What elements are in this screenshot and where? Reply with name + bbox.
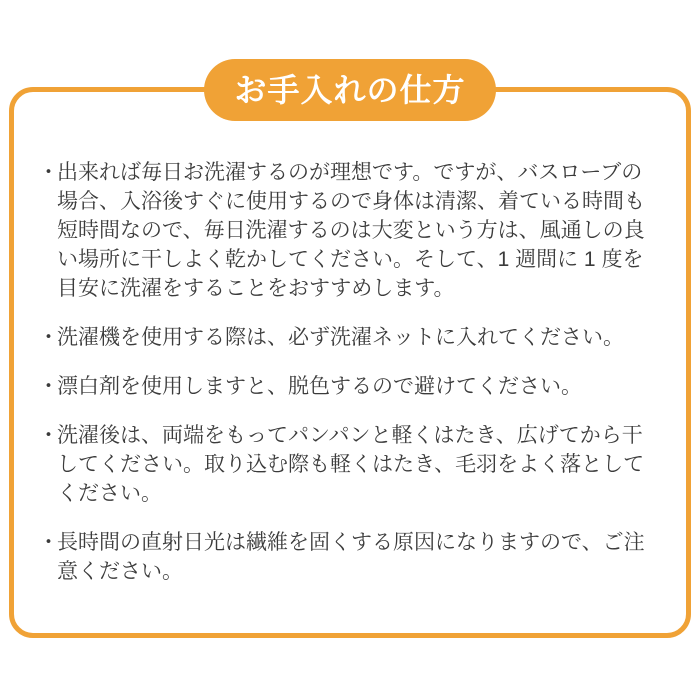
care-instructions-list xyxy=(38,158,653,586)
list-item-text: 漂白剤を使用しますと、脱色するので避けてください。 xyxy=(57,375,582,398)
list-item-text: 洗濯機を使用する際は、必ず洗濯ネットに入れてください。 xyxy=(57,326,624,349)
list-item xyxy=(38,323,653,352)
bullet-marker: ・ xyxy=(38,424,59,447)
list-item xyxy=(38,158,653,303)
bullet-marker: ・ xyxy=(38,326,59,349)
list-item-text: 洗濯後は、両端をもってパンパンと軽くはたき、広げてから干してください。取り込む際も軽くはたき、毛羽をよく落としてください。 xyxy=(57,424,645,505)
list-item xyxy=(38,421,653,508)
list-item-text: 出来れば毎日お洗濯するのが理想です。ですが、バスローブの場合、入浴後すぐに使用するので身体は清潔、着ている時間も短時間なので、毎日洗濯するのは大変という方は、風通しの良い場所に干しよく乾かしてください。そして、1 週間に 1 度を目安に洗濯をすることをおすすめします。 xyxy=(57,161,645,300)
list-item xyxy=(38,372,653,401)
bullet-marker: ・ xyxy=(38,531,59,554)
list-item xyxy=(38,528,653,586)
bullet-marker: ・ xyxy=(38,375,59,398)
list-item-text: 長時間の直射日光は繊維を固くする原因になりますので、ご注意ください。 xyxy=(57,531,645,583)
section-title-badge xyxy=(204,59,496,121)
section-title: お手入れの仕方 xyxy=(234,72,466,108)
bullet-marker: ・ xyxy=(38,161,59,184)
